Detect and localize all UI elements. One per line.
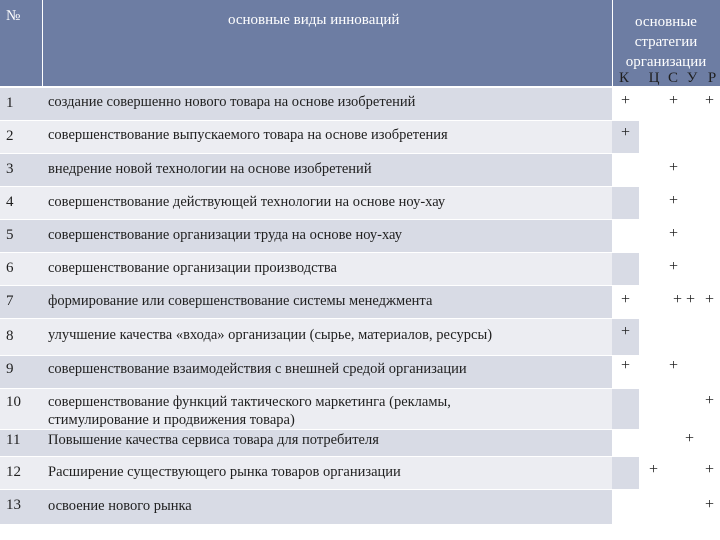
row-text: совершенствование действующей технологии на основе ноу-хау [48, 194, 446, 210]
table-row [0, 356, 720, 388]
row-number: 3 [6, 161, 14, 177]
strategy-mark: + [620, 124, 631, 141]
row-number: 11 [6, 432, 21, 448]
strategy-mark: + [668, 357, 679, 374]
row-number: 5 [6, 227, 14, 243]
row-number: 6 [6, 260, 14, 276]
table-row [0, 88, 720, 120]
header-strategies-line1: основные [635, 14, 697, 30]
row-text-line2: стимулирование и продвижения товара) [48, 412, 295, 428]
strategy-mark: + [620, 92, 631, 109]
header-number: № [6, 8, 21, 24]
table-row [0, 187, 720, 219]
table-row [0, 490, 720, 524]
strategy-mark: + [704, 92, 715, 109]
table-row [0, 220, 720, 252]
strategy-mark: + [684, 430, 695, 447]
row-text: освоение нового рынка [48, 498, 192, 514]
row-number: 10 [6, 394, 21, 410]
strategy-mark: + [668, 92, 679, 109]
header-strategies-line2: стратегии [634, 34, 698, 50]
row-number: 4 [6, 194, 14, 210]
strategy-letter-u: У [686, 70, 698, 86]
table-row [0, 319, 720, 355]
strategy-letter-r: Р [707, 70, 717, 86]
table-row [0, 253, 720, 285]
row-number: 7 [6, 293, 14, 309]
row-text: Расширение существующего рынка товаров организации [48, 464, 401, 480]
strategy-mark: + [704, 461, 715, 478]
row-text: совершенствование выпускаемого товара на основе изобретения [48, 127, 448, 143]
header-strategies-line3: организации [625, 54, 707, 70]
strategy-letter-k: К [618, 70, 629, 86]
row-text: формирование или совершенствование системы менеджмента [48, 293, 433, 309]
table-row [0, 154, 720, 186]
row-text: совершенствование организации труда на основе ноу-хау [48, 227, 402, 243]
row-text: улучшение качества «входа» организации (сырье, материалов, ресурсы) [48, 327, 493, 343]
strategy-mark: + [704, 392, 715, 409]
table-row [0, 389, 720, 429]
strategy-mark: + [620, 323, 631, 340]
strategy-mark: + [668, 225, 679, 242]
strategy-mark: + [704, 496, 715, 513]
strategy-letter-ts: Ц [648, 70, 660, 86]
row-text: внедрение новой технологии на основе изобретений [48, 161, 372, 177]
table-row [0, 286, 720, 318]
row-number: 8 [6, 328, 14, 344]
strategy-mark: + + [672, 291, 696, 308]
row-number: 13 [6, 497, 21, 513]
strategy-mark: + [668, 159, 679, 176]
table-row [0, 457, 720, 489]
header-innovation-types: основные виды инноваций [228, 12, 400, 28]
table-row [0, 121, 720, 153]
strategy-mark: + [668, 192, 679, 209]
row-number: 9 [6, 361, 14, 377]
row-number: 1 [6, 95, 14, 111]
table-row [0, 430, 720, 456]
strategy-mark: + [704, 291, 715, 308]
row-text: совершенствование взаимодействия с внешней средой организации [48, 361, 467, 377]
row-number: 12 [6, 464, 21, 480]
strategy-mark: + [620, 357, 631, 374]
header-strategies [612, 12, 720, 72]
row-number: 2 [6, 128, 14, 144]
row-text: Повышение качества сервиса товара для потребителя [48, 432, 379, 448]
row-text-line1: совершенствование функций тактического маркетинга (рекламы, [48, 394, 451, 410]
strategy-mark: + [620, 291, 631, 308]
strategy-letter-s: С [667, 70, 678, 86]
strategy-letters [612, 70, 720, 88]
row-text: совершенствование организации производства [48, 260, 337, 276]
row-text: создание совершенно нового товара на основе изобретений [48, 94, 416, 110]
strategy-mark: + [668, 258, 679, 275]
strategy-mark: + [648, 461, 659, 478]
